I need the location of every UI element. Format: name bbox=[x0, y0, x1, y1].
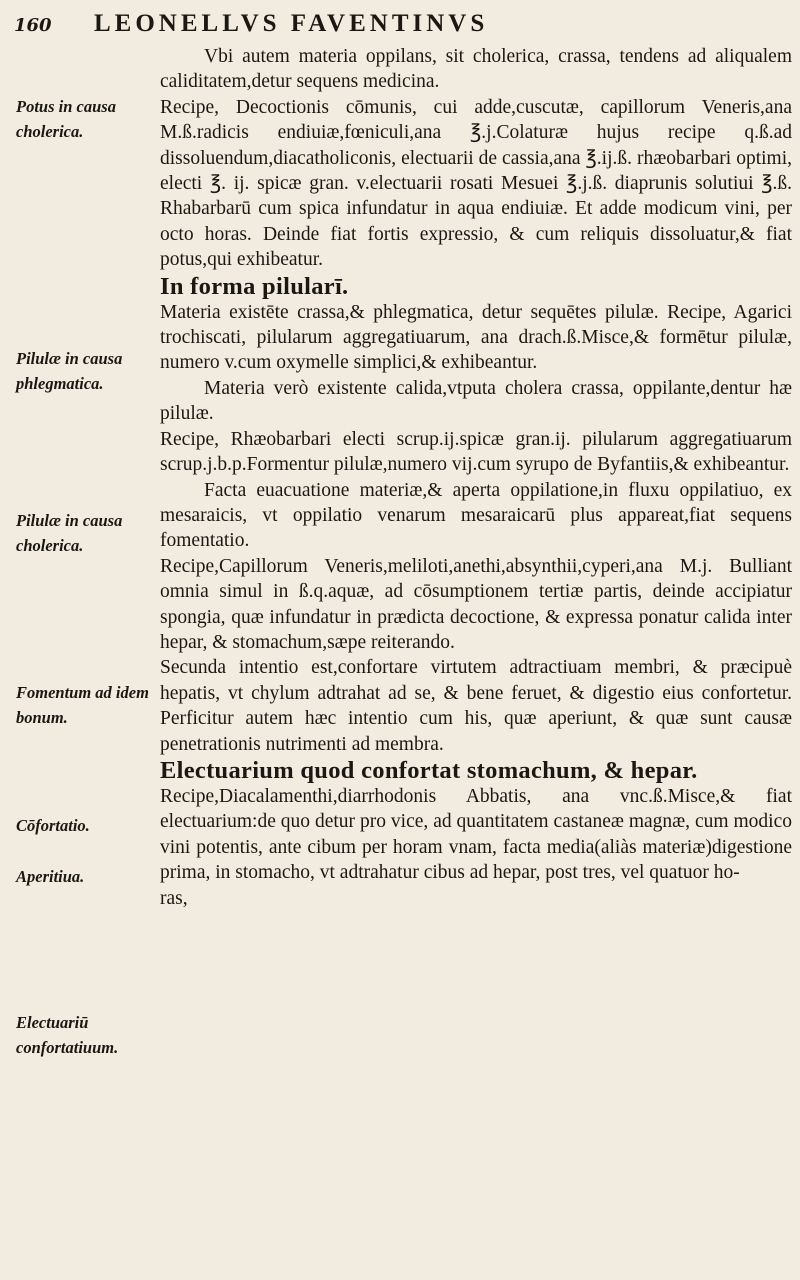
section-heading: In forma pilularī. bbox=[160, 272, 349, 300]
margin-note: Potus in causa cholerica. bbox=[16, 97, 116, 142]
margin-note: Cōfortatio. bbox=[16, 816, 90, 835]
running-title: LEONELLVS FAVENTINVS bbox=[94, 10, 489, 37]
main-text bbox=[160, 44, 792, 911]
paragraph: Materia existēte crassa,& phlegmatica, detur sequētes pilulæ. Recipe, Agarici trochiscati, pilularum aggregatiuarum, ana drach.ß.Misce,& formētur pilulæ, numero v.cum oxymelle simplici,& exhibeantur. bbox=[160, 301, 792, 374]
margin-note: Electuariū confortatiuum. bbox=[16, 1013, 119, 1058]
paragraph: Facta euacuatione materiæ,& aperta oppilatione,in fluxu oppilatiuo, ex mesaraicis, vt oppilatio venarum mesaraicarū plus appareat,fiat sequens fomentatio. bbox=[160, 479, 792, 552]
paragraph: Recipe,Capillorum Veneris,meliloti,anethi,absynthii,cyperi,ana M.j. Bulliant omnia simul in ß.q.aquæ, ad cōsumptionem tertiæ partis, deinde accipiatur spongia, quæ infundatur in prædicta decoctione, & expressa ponatur calida inter hepar, & stomachum,sæpe reiterando. bbox=[160, 555, 792, 653]
page-number: 160 bbox=[14, 15, 52, 36]
margin-note: Pilulæ in causa cholerica. bbox=[16, 511, 123, 556]
paragraph: Recipe, Rhæobarbari electi scrup.ij.spicæ gran.ij. pilularum aggregatiuarum scrup.j.b.p.Formentur pilulæ,numero vij.cum syrupo de Byfantiis,& exhibeantur. bbox=[160, 428, 792, 476]
paragraph: Recipe,Diacalamenthi,diarrhodonis Abbatis, ana vnc.ß.Misce,& fiat electuarium:de quo detur pro vice, ad quantitatem castaneæ magnæ, cum modico vini potentis, ante cibum per horam vnam, facta media(aliàs materiæ)digestione prima, in stomacho, vt adtrahatur cibus ad hepar, post tres, vel quatuor ho- bbox=[160, 785, 792, 884]
paragraph: Vbi autem materia oppilans, sit cholerica, crassa, tendens ad aliqualem caliditatem,detur sequens medicina. bbox=[160, 46, 792, 93]
paragraph: Secunda intentio est,confortare virtutem adtractiuam membri, & præcipuè hepatis, vt chylum adtrahat ad se, & bene feruet, & digestio eius confortetur. Perficitur autem hæc intentio cum his, quæ aperiunt, & quæ sunt causæ penetrationis nutrimenti ad membra. bbox=[160, 657, 792, 755]
paragraph: Recipe, Decoctionis cōmunis, cui adde,cuscutæ, capillorum Veneris,ana M.ß.radicis endiuiæ,fœniculi,ana ℥.j.Colaturæ hujus recipe q.ß.ad dissoluendum,diacatholiconis, electuarii de cassia,ana ℥.ij.ß. rhæobarbari optimi, electi ℥. ij. spicæ gran. v.electuarii rosati Mesuei ℥.j.ß. diaprunis solutiui ℥.ß. Rhabarbarū cum spica infundatur in aqua endiuiæ. Et adde modicum vini, per octo horas. Deinde fiat fortis expressio, & cum reliquis dissoluatur,& fiat potus,qui exhibeatur. bbox=[160, 96, 792, 271]
margin-note: Pilulæ in causa phlegmatica. bbox=[16, 349, 123, 394]
margin-note: Fomentum ad idem bonum. bbox=[16, 683, 149, 728]
paragraph: Materia verò existente calida,vtputa cholera crassa, oppilante,dentur hæ pilulæ. bbox=[160, 377, 792, 425]
page-header bbox=[14, 10, 790, 46]
margin-note: Aperitiua. bbox=[16, 867, 85, 886]
paragraph-tail: ras, bbox=[160, 887, 188, 909]
section-heading: Electuarium quod confortat stomachum, & hepar. bbox=[160, 756, 698, 784]
